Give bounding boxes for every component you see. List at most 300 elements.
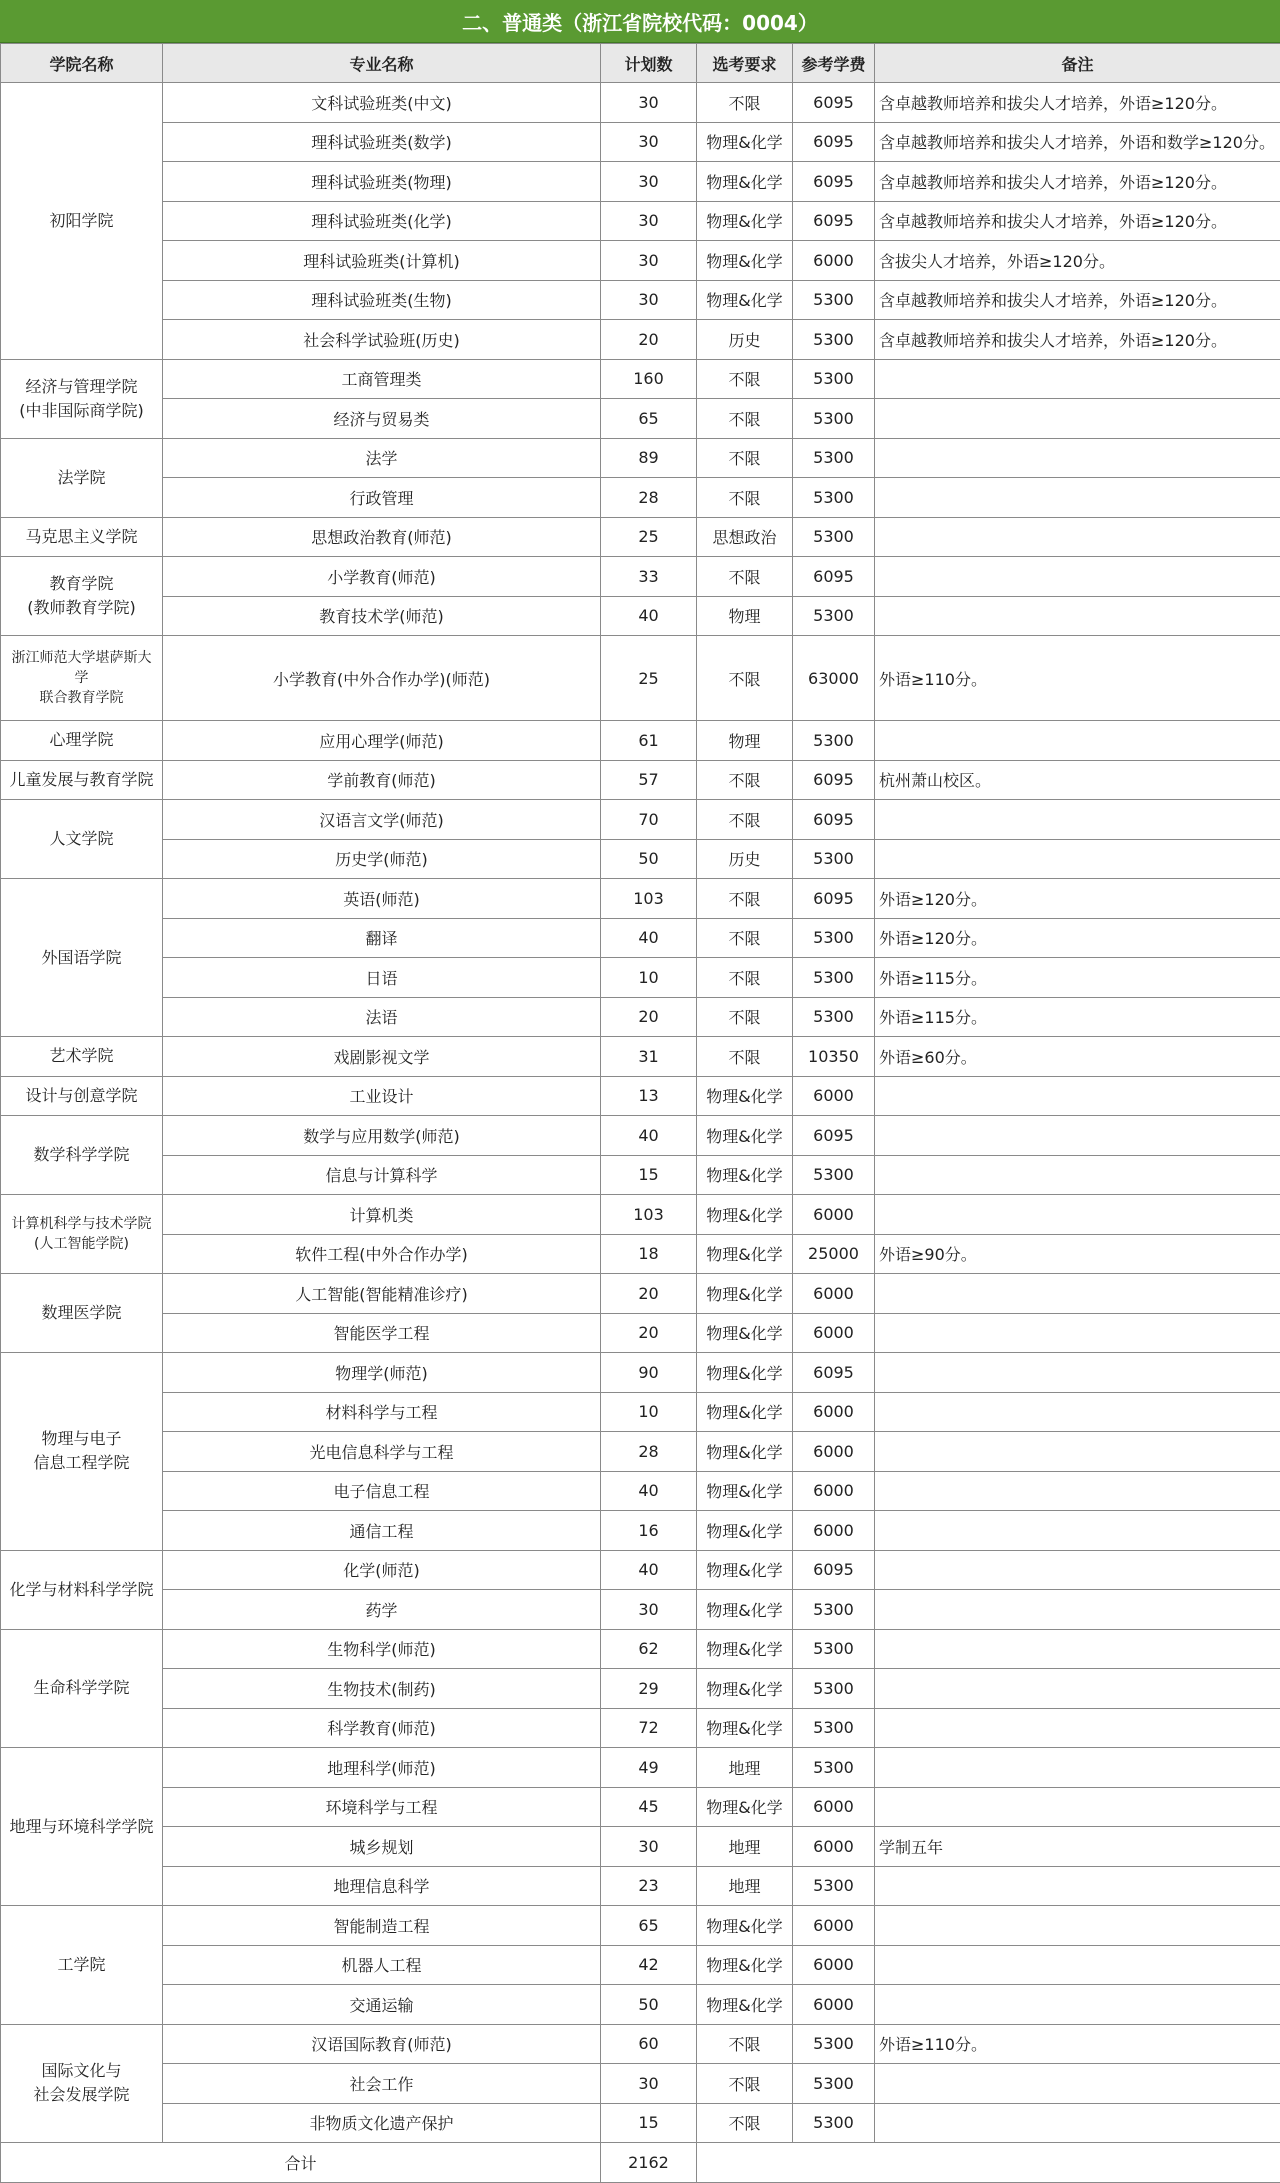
- remark: 含卓越教师培养和拔尖人才培养，外语≥120分。: [875, 83, 1280, 123]
- remark: 外语≥115分。: [875, 997, 1280, 1037]
- table-row: [1, 517, 1280, 557]
- plan-count: 18: [601, 1234, 697, 1274]
- major-name: 社会工作: [163, 2064, 601, 2104]
- plan-count: 16: [601, 1511, 697, 1551]
- remark: [875, 2064, 1280, 2104]
- table-row: [1, 1195, 1280, 1235]
- tuition-fee: 5300: [793, 596, 875, 636]
- major-name: 经济与贸易类: [163, 399, 601, 439]
- tuition-fee: 6095: [793, 1353, 875, 1393]
- plan-count: 30: [601, 1827, 697, 1867]
- plan-count: 15: [601, 2103, 697, 2143]
- subject-requirement: 物理&化学: [697, 241, 793, 281]
- college-name: 工学院: [1, 1906, 163, 2025]
- tuition-fee: 6000: [793, 1511, 875, 1551]
- subject-requirement: 物理&化学: [697, 1590, 793, 1630]
- table-row: [1, 1590, 1280, 1630]
- major-name: 生物技术(制药): [163, 1669, 601, 1709]
- major-name: 城乡规划: [163, 1827, 601, 1867]
- remark: [875, 438, 1280, 478]
- remark: [875, 2103, 1280, 2143]
- table-row: [1, 162, 1280, 202]
- plan-count: 70: [601, 800, 697, 840]
- plan-count: 40: [601, 918, 697, 958]
- tuition-fee: 6000: [793, 1787, 875, 1827]
- tuition-fee: 6095: [793, 162, 875, 202]
- major-name: 人工智能(智能精准诊疗): [163, 1274, 601, 1314]
- header-college: 学院名称: [1, 44, 163, 83]
- header-plan: 计划数: [601, 44, 697, 83]
- remark: [875, 1590, 1280, 1630]
- tuition-fee: 10350: [793, 1037, 875, 1077]
- plan-count: 50: [601, 1985, 697, 2025]
- college-name: 化学与材料科学学院: [1, 1550, 163, 1629]
- remark: [875, 1511, 1280, 1551]
- major-name: 小学教育(中外合作办学)(师范): [163, 636, 601, 721]
- plan-count: 40: [601, 1550, 697, 1590]
- plan-count: 30: [601, 2064, 697, 2104]
- subject-requirement: 不限: [697, 918, 793, 958]
- major-name: 理科试验班类(计算机): [163, 241, 601, 281]
- college-name: 经济与管理学院 (中非国际商学院): [1, 359, 163, 438]
- remark: [875, 1195, 1280, 1235]
- tuition-fee: 5300: [793, 1590, 875, 1630]
- subject-requirement: 历史: [697, 320, 793, 360]
- remark: [875, 1155, 1280, 1195]
- table-row: [1, 760, 1280, 800]
- plan-count: 23: [601, 1866, 697, 1906]
- remark: 外语≥90分。: [875, 1234, 1280, 1274]
- table-row: [1, 1748, 1280, 1788]
- table-row: [1, 1866, 1280, 1906]
- major-name: 日语: [163, 958, 601, 998]
- subject-requirement: 思想政治: [697, 517, 793, 557]
- remark: 杭州萧山校区。: [875, 760, 1280, 800]
- table-row: [1, 596, 1280, 636]
- subject-requirement: 物理&化学: [697, 1708, 793, 1748]
- subject-requirement: 不限: [697, 399, 793, 439]
- table-row: [1, 721, 1280, 761]
- subject-requirement: 不限: [697, 958, 793, 998]
- table-row: [1, 1945, 1280, 1985]
- major-name: 翻译: [163, 918, 601, 958]
- plan-count: 103: [601, 879, 697, 919]
- remark: [875, 1985, 1280, 2025]
- subject-requirement: 不限: [697, 800, 793, 840]
- subject-requirement: 历史: [697, 839, 793, 879]
- tuition-fee: 6000: [793, 1827, 875, 1867]
- remark: 外语≥115分。: [875, 958, 1280, 998]
- subject-requirement: 物理&化学: [697, 1116, 793, 1156]
- subject-requirement: 不限: [697, 760, 793, 800]
- remark: 含卓越教师培养和拔尖人才培养，外语≥120分。: [875, 280, 1280, 320]
- subject-requirement: 物理&化学: [697, 1550, 793, 1590]
- plan-count: 62: [601, 1629, 697, 1669]
- subject-requirement: 物理&化学: [697, 1392, 793, 1432]
- tuition-fee: 5300: [793, 997, 875, 1037]
- major-name: 数学与应用数学(师范): [163, 1116, 601, 1156]
- college-name: 马克思主义学院: [1, 517, 163, 557]
- subject-requirement: 不限: [697, 83, 793, 123]
- table-row: [1, 1827, 1280, 1867]
- major-name: 非物质文化遗产保护: [163, 2103, 601, 2143]
- plan-count: 49: [601, 1748, 697, 1788]
- tuition-fee: 5300: [793, 517, 875, 557]
- subject-requirement: 物理&化学: [697, 1313, 793, 1353]
- remark: [875, 1076, 1280, 1116]
- tuition-fee: 6000: [793, 1432, 875, 1472]
- subject-requirement: 物理: [697, 596, 793, 636]
- major-name: 工业设计: [163, 1076, 601, 1116]
- remark: [875, 800, 1280, 840]
- plan-count: 30: [601, 241, 697, 281]
- college-name: 心理学院: [1, 721, 163, 761]
- tuition-fee: 5300: [793, 958, 875, 998]
- subject-requirement: 不限: [697, 438, 793, 478]
- tuition-fee: 5300: [793, 1155, 875, 1195]
- college-name: 国际文化与 社会发展学院: [1, 2024, 163, 2143]
- table-row: [1, 399, 1280, 439]
- tuition-fee: 6000: [793, 1274, 875, 1314]
- subject-requirement: 不限: [697, 636, 793, 721]
- tuition-fee: 25000: [793, 1234, 875, 1274]
- remark: [875, 517, 1280, 557]
- table-row: [1, 1432, 1280, 1472]
- remark: [875, 1906, 1280, 1946]
- major-name: 理科试验班类(物理): [163, 162, 601, 202]
- major-name: 化学(师范): [163, 1550, 601, 1590]
- tuition-fee: 5300: [793, 2024, 875, 2064]
- major-name: 计算机类: [163, 1195, 601, 1235]
- college-name: 艺术学院: [1, 1037, 163, 1077]
- remark: 外语≥110分。: [875, 636, 1280, 721]
- major-name: 交通运输: [163, 1985, 601, 2025]
- college-name: 物理与电子 信息工程学院: [1, 1353, 163, 1551]
- major-name: 工商管理类: [163, 359, 601, 399]
- plan-count: 60: [601, 2024, 697, 2064]
- major-name: 教育技术学(师范): [163, 596, 601, 636]
- plan-count: 33: [601, 557, 697, 597]
- table-row: [1, 1669, 1280, 1709]
- tuition-fee: 5300: [793, 438, 875, 478]
- plan-count: 40: [601, 596, 697, 636]
- tuition-fee: 6000: [793, 1195, 875, 1235]
- major-name: 地理信息科学: [163, 1866, 601, 1906]
- tuition-fee: 6095: [793, 83, 875, 123]
- plan-count: 20: [601, 1274, 697, 1314]
- tuition-fee: 5300: [793, 1669, 875, 1709]
- remark: [875, 1550, 1280, 1590]
- table-row: [1, 1274, 1280, 1314]
- major-name: 理科试验班类(化学): [163, 201, 601, 241]
- plan-count: 45: [601, 1787, 697, 1827]
- college-name: 设计与创意学院: [1, 1076, 163, 1116]
- table-row: [1, 201, 1280, 241]
- plan-count: 103: [601, 1195, 697, 1235]
- table-row: [1, 478, 1280, 518]
- table-row: [1, 1037, 1280, 1077]
- table-row: [1, 997, 1280, 1037]
- tuition-fee: 6000: [793, 1985, 875, 2025]
- plan-count: 29: [601, 1669, 697, 1709]
- college-name: 计算机科学与技术学院 (人工智能学院): [1, 1195, 163, 1274]
- college-name: 数理医学院: [1, 1274, 163, 1353]
- plan-count: 30: [601, 201, 697, 241]
- subject-requirement: 物理&化学: [697, 1511, 793, 1551]
- table-body: [1, 83, 1280, 2143]
- plan-count: 30: [601, 122, 697, 162]
- subject-requirement: 地理: [697, 1748, 793, 1788]
- tuition-fee: 5300: [793, 1866, 875, 1906]
- plan-count: 65: [601, 1906, 697, 1946]
- total-filler: [697, 2143, 1280, 2183]
- college-name: 人文学院: [1, 800, 163, 879]
- remark: [875, 1116, 1280, 1156]
- tuition-fee: 6095: [793, 557, 875, 597]
- header-fee: 参考学费: [793, 44, 875, 83]
- subject-requirement: 物理&化学: [697, 1155, 793, 1195]
- plan-count: 40: [601, 1116, 697, 1156]
- tuition-fee: 5300: [793, 721, 875, 761]
- plan-count: 20: [601, 997, 697, 1037]
- plan-count: 90: [601, 1353, 697, 1393]
- table-row: [1, 800, 1280, 840]
- major-name: 智能制造工程: [163, 1906, 601, 1946]
- plan-count: 30: [601, 280, 697, 320]
- major-name: 电子信息工程: [163, 1471, 601, 1511]
- remark: [875, 478, 1280, 518]
- table-row: [1, 122, 1280, 162]
- subject-requirement: 物理&化学: [697, 1629, 793, 1669]
- subject-requirement: 不限: [697, 879, 793, 919]
- remark: [875, 1629, 1280, 1669]
- major-name: 历史学(师范): [163, 839, 601, 879]
- remark: [875, 557, 1280, 597]
- enrollment-table: [0, 43, 1280, 2183]
- major-name: 汉语国际教育(师范): [163, 2024, 601, 2064]
- subject-requirement: 不限: [697, 2064, 793, 2104]
- table-row: [1, 438, 1280, 478]
- remark: [875, 1866, 1280, 1906]
- table-row: [1, 958, 1280, 998]
- remark: [875, 1313, 1280, 1353]
- header-major: 专业名称: [163, 44, 601, 83]
- tuition-fee: 5300: [793, 2064, 875, 2104]
- total-value: 2162: [601, 2143, 697, 2183]
- subject-requirement: 物理&化学: [697, 1945, 793, 1985]
- subject-requirement: 物理&化学: [697, 1076, 793, 1116]
- tuition-fee: 6000: [793, 1313, 875, 1353]
- plan-count: 160: [601, 359, 697, 399]
- plan-count: 65: [601, 399, 697, 439]
- remark: [875, 359, 1280, 399]
- subject-requirement: 物理&化学: [697, 1195, 793, 1235]
- remark: 外语≥110分。: [875, 2024, 1280, 2064]
- table-row: [1, 1787, 1280, 1827]
- header-note: 备注: [875, 44, 1280, 83]
- tuition-fee: 6095: [793, 1550, 875, 1590]
- major-name: 理科试验班类(生物): [163, 280, 601, 320]
- tuition-fee: 5300: [793, 359, 875, 399]
- remark: [875, 1787, 1280, 1827]
- table-row: [1, 1234, 1280, 1274]
- subject-requirement: 物理&化学: [697, 1787, 793, 1827]
- table-row: [1, 1985, 1280, 2025]
- major-name: 地理科学(师范): [163, 1748, 601, 1788]
- header-requirement: 选考要求: [697, 44, 793, 83]
- remark: [875, 1432, 1280, 1472]
- college-name: 教育学院 (教师教育学院): [1, 557, 163, 636]
- tuition-fee: 6000: [793, 1906, 875, 1946]
- major-name: 小学教育(师范): [163, 557, 601, 597]
- subject-requirement: 物理&化学: [697, 1353, 793, 1393]
- major-name: 戏剧影视文学: [163, 1037, 601, 1077]
- plan-count: 28: [601, 1432, 697, 1472]
- subject-requirement: 物理&化学: [697, 122, 793, 162]
- table-row: [1, 879, 1280, 919]
- table-row: [1, 1471, 1280, 1511]
- table-row: [1, 839, 1280, 879]
- table-row: [1, 557, 1280, 597]
- college-name: 数学科学学院: [1, 1116, 163, 1195]
- remark: 含卓越教师培养和拔尖人才培养，外语和数学≥120分。: [875, 122, 1280, 162]
- plan-count: 15: [601, 1155, 697, 1195]
- table-row: [1, 1511, 1280, 1551]
- remark: 含卓越教师培养和拔尖人才培养，外语≥120分。: [875, 201, 1280, 241]
- plan-count: 28: [601, 478, 697, 518]
- table-row: [1, 1313, 1280, 1353]
- table-row: [1, 83, 1280, 123]
- major-name: 光电信息科学与工程: [163, 1432, 601, 1472]
- remark: [875, 1945, 1280, 1985]
- major-name: 通信工程: [163, 1511, 601, 1551]
- major-name: 理科试验班类(数学): [163, 122, 601, 162]
- major-name: 信息与计算科学: [163, 1155, 601, 1195]
- plan-count: 42: [601, 1945, 697, 1985]
- major-name: 文科试验班类(中文): [163, 83, 601, 123]
- table-title: 二、普通类（浙江省院校代码：0004）: [0, 0, 1280, 43]
- subject-requirement: 不限: [697, 997, 793, 1037]
- subject-requirement: 物理&化学: [697, 280, 793, 320]
- subject-requirement: 物理&化学: [697, 1432, 793, 1472]
- remark: 含卓越教师培养和拔尖人才培养，外语≥120分。: [875, 162, 1280, 202]
- major-name: 学前教育(师范): [163, 760, 601, 800]
- tuition-fee: 5300: [793, 1748, 875, 1788]
- tuition-fee: 6095: [793, 1116, 875, 1156]
- tuition-fee: 5300: [793, 839, 875, 879]
- subject-requirement: 物理&化学: [697, 201, 793, 241]
- remark: 外语≥120分。: [875, 918, 1280, 958]
- tuition-fee: 5300: [793, 399, 875, 439]
- college-name: 法学院: [1, 438, 163, 517]
- table-row: [1, 2064, 1280, 2104]
- tuition-fee: 6095: [793, 879, 875, 919]
- major-name: 行政管理: [163, 478, 601, 518]
- plan-count: 25: [601, 517, 697, 557]
- subject-requirement: 地理: [697, 1827, 793, 1867]
- remark: [875, 1708, 1280, 1748]
- table-row: [1, 1155, 1280, 1195]
- table-row: [1, 2103, 1280, 2143]
- tuition-fee: 6000: [793, 1945, 875, 1985]
- total-label: 合计: [1, 2143, 601, 2183]
- table-row: [1, 1353, 1280, 1393]
- major-name: 智能医学工程: [163, 1313, 601, 1353]
- tuition-fee: 63000: [793, 636, 875, 721]
- tuition-fee: 5300: [793, 1708, 875, 1748]
- tuition-fee: 5300: [793, 918, 875, 958]
- table-row: [1, 320, 1280, 360]
- remark: [875, 1669, 1280, 1709]
- plan-count: 13: [601, 1076, 697, 1116]
- tuition-fee: 5300: [793, 1629, 875, 1669]
- major-name: 法学: [163, 438, 601, 478]
- plan-count: 25: [601, 636, 697, 721]
- college-name: 浙江师范大学堪萨斯大学 联合教育学院: [1, 636, 163, 721]
- tuition-fee: 6095: [793, 800, 875, 840]
- remark: 外语≥60分。: [875, 1037, 1280, 1077]
- table-row: [1, 241, 1280, 281]
- major-name: 科学教育(师范): [163, 1708, 601, 1748]
- college-name: 初阳学院: [1, 83, 163, 360]
- plan-count: 50: [601, 839, 697, 879]
- remark: [875, 1471, 1280, 1511]
- major-name: 英语(师范): [163, 879, 601, 919]
- tuition-fee: 6000: [793, 1392, 875, 1432]
- table-row: [1, 1116, 1280, 1156]
- tuition-fee: 5300: [793, 478, 875, 518]
- plan-count: 10: [601, 1392, 697, 1432]
- subject-requirement: 不限: [697, 557, 793, 597]
- remark: 含拔尖人才培养，外语≥120分。: [875, 241, 1280, 281]
- table-row: [1, 1906, 1280, 1946]
- table-row: [1, 1392, 1280, 1432]
- tuition-fee: 6000: [793, 1471, 875, 1511]
- remark: [875, 1392, 1280, 1432]
- major-name: 环境科学与工程: [163, 1787, 601, 1827]
- subject-requirement: 物理&化学: [697, 1234, 793, 1274]
- tuition-fee: 6000: [793, 1076, 875, 1116]
- plan-count: 30: [601, 162, 697, 202]
- remark: [875, 399, 1280, 439]
- tuition-fee: 6095: [793, 760, 875, 800]
- table-row: [1, 1708, 1280, 1748]
- remark: [875, 1353, 1280, 1393]
- plan-count: 72: [601, 1708, 697, 1748]
- remark: [875, 839, 1280, 879]
- major-name: 社会科学试验班(历史): [163, 320, 601, 360]
- tuition-fee: 5300: [793, 280, 875, 320]
- remark: 学制五年: [875, 1827, 1280, 1867]
- plan-count: 89: [601, 438, 697, 478]
- table-row: [1, 2024, 1280, 2064]
- tuition-fee: 5300: [793, 320, 875, 360]
- plan-count: 31: [601, 1037, 697, 1077]
- total-row: [1, 2143, 1280, 2183]
- college-name: 地理与环境科学学院: [1, 1748, 163, 1906]
- tuition-fee: 6000: [793, 241, 875, 281]
- plan-count: 20: [601, 320, 697, 360]
- major-name: 生物科学(师范): [163, 1629, 601, 1669]
- subject-requirement: 地理: [697, 1866, 793, 1906]
- subject-requirement: 不限: [697, 359, 793, 399]
- plan-count: 30: [601, 1590, 697, 1630]
- plan-count: 61: [601, 721, 697, 761]
- table-row: [1, 280, 1280, 320]
- subject-requirement: 物理&化学: [697, 1471, 793, 1511]
- subject-requirement: 不限: [697, 2103, 793, 2143]
- college-name: 儿童发展与教育学院: [1, 760, 163, 800]
